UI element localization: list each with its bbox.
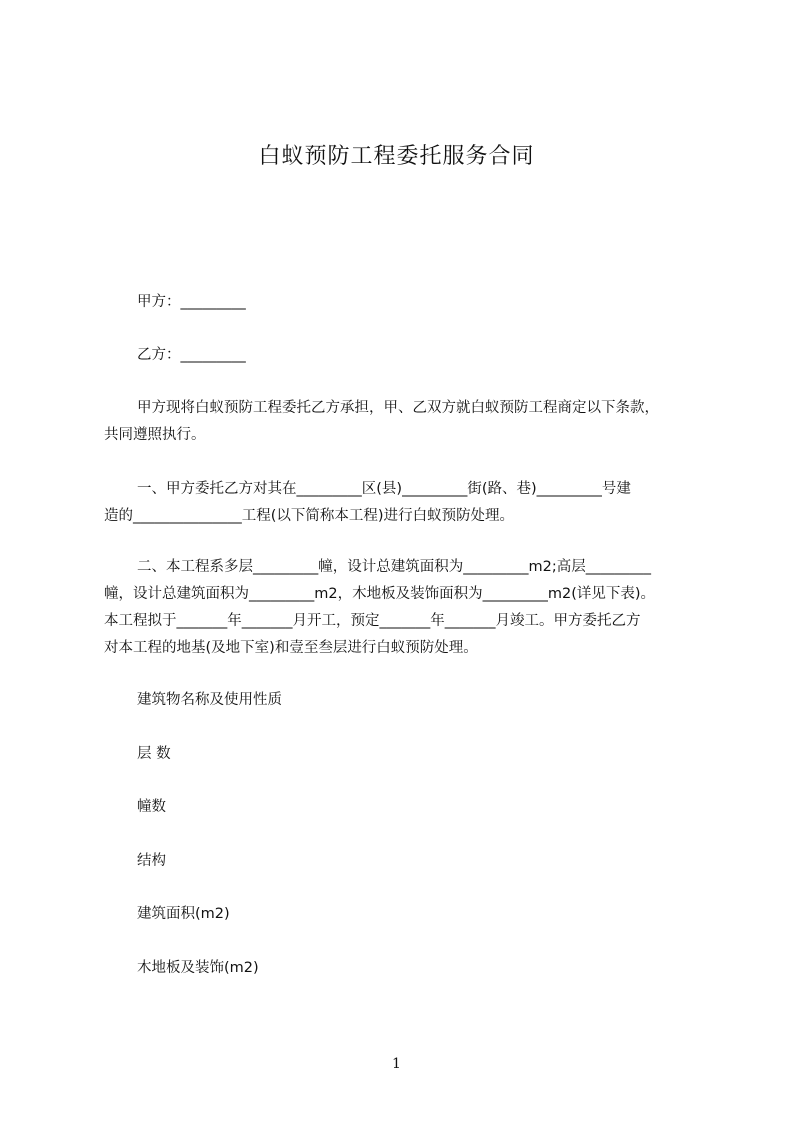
table-field-wood-floor-area: 木地板及装饰(m2) bbox=[137, 960, 259, 976]
table-field-building-name: 建筑物名称及使用性质 bbox=[137, 692, 282, 708]
table-field-structure: 结构 bbox=[137, 853, 166, 869]
clause1-line-1: 一、甲方委托乙方对其在_________区(县)_________街(路、巷)_________号建 bbox=[137, 481, 631, 497]
page-number: 1 bbox=[392, 1056, 401, 1072]
intro-line-1: 甲方现将白蚁预防工程委托乙方承担，甲、乙双方就白蚁预防工程商定以下条款， bbox=[137, 400, 659, 416]
intro-line-2: 共同遵照执行。 bbox=[104, 427, 206, 443]
clause2-line-1: 二、本工程系多层_________幢，设计总建筑面积为_________m2;高层_________ bbox=[137, 559, 651, 575]
clause2-line-3: 本工程拟于_______年_______月开工，预定_______年_______月竣工。甲方委托乙方 bbox=[104, 613, 641, 629]
party-a-line: 甲方：_________ bbox=[137, 294, 246, 310]
clause1-line-2: 造的_______________工程(以下简称本工程)进行白蚁预防处理。 bbox=[104, 508, 515, 524]
party-b-line: 乙方：_________ bbox=[137, 347, 246, 363]
table-field-floor-area: 建筑面积(m2) bbox=[137, 906, 230, 922]
clause2-line-2: 幢，设计总建筑面积为_________m2，木地板及装饰面积为_________m2(详见下表)。 bbox=[104, 586, 656, 602]
table-field-floors: 层 数 bbox=[137, 746, 171, 762]
table-field-building-count: 幢数 bbox=[137, 799, 166, 815]
document-title: 白蚁预防工程委托服务合同 bbox=[258, 144, 535, 169]
clause2-line-4: 对本工程的地基(及地下室)和壹至叁层进行白蚁预防处理。 bbox=[104, 640, 478, 656]
